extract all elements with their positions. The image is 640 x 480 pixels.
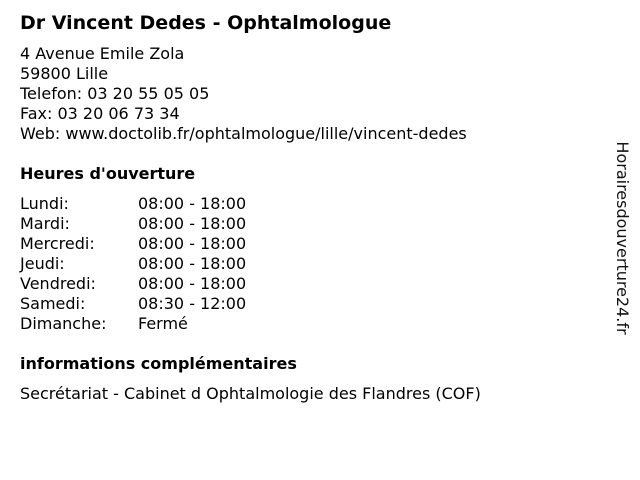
- time-range: Fermé: [138, 314, 188, 333]
- hours-row: [20, 314, 246, 334]
- hours-row: [20, 234, 246, 254]
- day-label: Dimanche:: [20, 314, 107, 333]
- hours-row: [20, 194, 246, 214]
- fax-number: Fax: 03 20 06 73 34: [20, 104, 180, 123]
- day-label: Mardi:: [20, 214, 70, 233]
- hours-row: [20, 214, 246, 234]
- time-range: 08:00 - 18:00: [138, 214, 247, 233]
- day-label: Lundi:: [20, 194, 69, 213]
- time-range: 08:00 - 18:00: [138, 194, 247, 213]
- opening-hours-table: [20, 194, 246, 334]
- opening-hours-heading: Heures d'ouverture: [20, 164, 196, 183]
- day-label: Samedi:: [20, 294, 86, 313]
- additional-info-text: Secrétariat - Cabinet d Ophtalmologie des Flandres (COF): [20, 384, 481, 403]
- phone-number: Telefon: 03 20 55 05 05: [20, 84, 210, 103]
- site-watermark: Horairesdouverture24.fr: [613, 141, 632, 335]
- street-address: 4 Avenue Emile Zola: [20, 44, 185, 63]
- hours-row: [20, 254, 246, 274]
- day-label: Vendredi:: [20, 274, 96, 293]
- page-title: Dr Vincent Dedes - Ophtalmologue: [20, 12, 392, 34]
- time-range: 08:00 - 18:00: [138, 274, 247, 293]
- time-range: 08:00 - 18:00: [138, 234, 247, 253]
- address-block: [20, 44, 467, 144]
- day-label: Jeudi:: [20, 254, 65, 273]
- city-postal-code: 59800 Lille: [20, 64, 109, 83]
- website-url: Web: www.doctolib.fr/ophtalmologue/lille/vincent-dedes: [20, 124, 467, 143]
- time-range: 08:00 - 18:00: [138, 254, 247, 273]
- additional-info-heading: informations complémentaires: [20, 354, 297, 373]
- time-range: 08:30 - 12:00: [138, 294, 247, 313]
- hours-row: [20, 274, 246, 294]
- day-label: Mercredi:: [20, 234, 95, 253]
- hours-row: [20, 294, 246, 314]
